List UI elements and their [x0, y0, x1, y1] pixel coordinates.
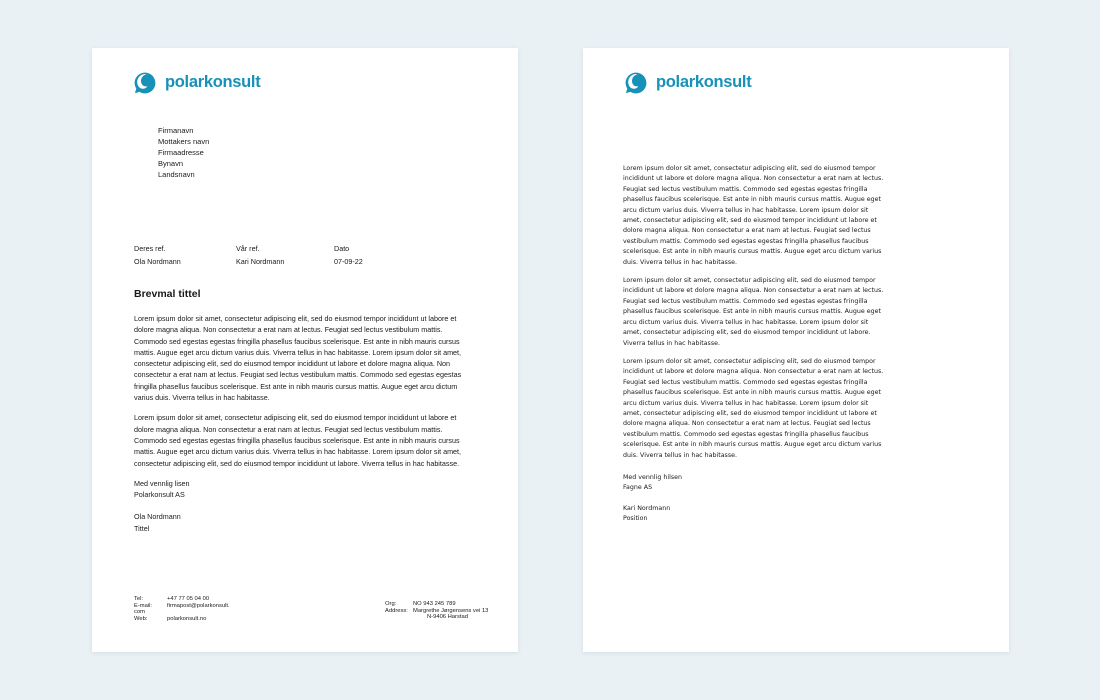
your-ref-label: Deres ref.	[134, 244, 166, 253]
signer-title: Tittel	[134, 523, 150, 533]
address-label: Address:	[385, 607, 408, 614]
brand-logo	[623, 70, 751, 96]
footer-web-row	[134, 616, 230, 623]
email-value-wrapped: com	[134, 609, 145, 616]
body-paragraph: Lorem ipsum dolor sit amet, consectetur adipiscing elit, sed do eiusmod tempor incididunt ut labore et dolore magna aliqua. Non consectetur a erat nam at lectus. Feugiat sed lectus vestibulum mattis. Commodo sed egestas egestas fringilla phasellus faucibus scelerisque. Est ante in nibh mauris cursus mattis. Augue eget arcu dictum varius duis. Viverra tellus in hac habitasse. Lorem ipsum dolor sit amet, consectetur adipiscing elit, sed do eiusmod tempor incididunt ut labore. Viverra tellus in hac habitasse.	[134, 413, 462, 468]
body-paragraph: Lorem ipsum dolor sit amet, consectetur adipiscing elit, sed do eiusmod tempor incididunt ut labore et dolore magna aliqua. Non consectetur a erat nam at lectus. Feugiat sed lectus vestibulum mattis. Commodo sed egestas egestas fringilla phasellus faucibus scelerisque. Est ante in nibh mauris cursus mattis. Augue eget arcu dictum varius duis. Viverra tellus in hac habitasse. Lorem ipsum dolor sit amet, consectetur adipiscing elit, sed do eiusmod tempor incididunt ut labore et dolore magna aliqua. Non consectetur a erat nam at lectus. Feugiat sed lectus vestibulum mattis. Commodo sed egestas egestas fringilla phasellus faucibus scelerisque. Est ante in nibh mauris cursus mattis. Augue eget arcu dictum varius duis. Viverra tellus in hac habitasse.	[623, 165, 884, 266]
your-ref-field	[134, 244, 181, 266]
body-paragraph: Lorem ipsum dolor sit amet, consectetur adipiscing elit, sed do eiusmod tempor incididunt ut labore et dolore magna aliqua. Non consectetur a erat nam at lectus. Feugiat sed lectus vestibulum mattis. Commodo sed egestas egestas fringilla phasellus faucibus scelerisque. Est ante in nibh mauris cursus mattis. Augue eget arcu dictum varius duis. Viverra tellus in hac habitasse. Lorem ipsum dolor sit amet, consectetur adipiscing elit, sed do eiusmod tempor incididunt ut labore et dolore magna aliqua. Non consectetur a erat nam at lectus. Feugiat sed lectus vestibulum mattis. Commodo sed egestas egestas fringilla phasellus faucibus scelerisque. Est ante in nibh mauris cursus mattis. Augue eget arcu dictum varius duis. Viverra tellus in hac habitasse.	[623, 357, 884, 459]
letter-title: Brevmal tittel	[134, 288, 201, 300]
letter-body	[134, 288, 462, 534]
letter-page-2	[583, 48, 1009, 652]
recipient-city: Bynavn	[158, 159, 184, 168]
email-label: E-mail:	[134, 602, 153, 609]
footer-org-block	[385, 601, 488, 621]
body-paragraph: Lorem ipsum dolor sit amet, consectetur adipiscing elit, sed do eiusmod tempor incididunt ut labore et dolore magna aliqua. Non consectetur a erat nam at lectus. Feugiat sed lectus vestibulum mattis. Commodo sed egestas egestas fringilla phasellus faucibus scelerisque. Est ante in nibh mauris cursus mattis. Augue eget arcu dictum varius duis. Viverra tellus in hac habitasse. Lorem ipsum dolor sit amet, consectetur adipiscing elit, sed do eiusmod tempor incididunt ut labore. Viverra tellus in hac habitasse.	[623, 277, 884, 347]
org-label: Org:	[385, 601, 397, 607]
email-value: firmapost@polarkonsult.	[167, 602, 230, 609]
tel-value: +47 77 05 04 00	[167, 596, 210, 602]
closing-block	[134, 478, 462, 501]
closing-phrase: Med vennlig lisen	[134, 478, 190, 488]
our-ref-value: Kari Nordmann	[236, 256, 285, 266]
body-paragraph: Lorem ipsum dolor sit amet, consectetur adipiscing elit, sed do eiusmod tempor incididunt ut labore et dolore magna aliqua. Non consectetur a erat nam at lectus. Feugiat sed lectus vestibulum mattis. Commodo sed egestas egestas fringilla phasellus faucibus scelerisque. Est ante in nibh mauris cursus mattis. Augue eget arcu dictum varius duis. Viverra tellus in hac habitasse. Lorem ipsum dolor sit amet, consectetur adipiscing elit, sed do eiusmod tempor incididunt ut labore et dolore magna aliqua. Non consectetur a erat nam at lectus. Feugiat sed lectus vestibulum mattis. Commodo sed egestas egestas fringilla phasellus faucibus scelerisque. Est ante in nibh mauris cursus mattis. Augue eget arcu dictum varius duis. Viverra tellus in hac habitasse.	[134, 314, 462, 403]
closing-phrase: Med vennlig hilsen	[623, 473, 683, 481]
org-value: NO 943 245 789	[413, 601, 456, 607]
polarkonsult-logo-icon	[623, 70, 649, 96]
footer-email-row	[134, 603, 230, 610]
footer-org-row	[385, 601, 488, 608]
letter-body-page2	[623, 164, 886, 525]
recipient-address-block	[158, 125, 209, 180]
closing-company: Polarkonsult AS	[134, 490, 185, 500]
signature-block	[623, 504, 886, 525]
date-value: 07-09-22	[334, 256, 363, 266]
recipient-name: Mottakers navn	[158, 137, 210, 146]
footer-email-wrap-row	[134, 609, 230, 616]
recipient-country: Landsnavn	[158, 170, 195, 179]
footer-contact-block	[134, 596, 230, 622]
polarkonsult-logo-icon	[132, 70, 158, 96]
brand-logo	[132, 70, 260, 96]
footer-address-row	[385, 608, 488, 615]
recipient-street: Firmaadresse	[158, 148, 204, 157]
brand-wordmark: polarkonsult	[165, 72, 261, 91]
footer-tel-row	[134, 596, 230, 603]
date-field	[334, 244, 363, 266]
brand-wordmark: polarkonsult	[656, 72, 752, 91]
signature-block	[134, 511, 462, 534]
tel-label: Tel:	[134, 596, 144, 602]
closing-block	[623, 473, 886, 494]
web-label: Web:	[134, 615, 148, 622]
signer-name: Kari Nordmann	[623, 504, 671, 512]
our-ref-field	[236, 244, 284, 266]
address-line1: Margrethe Jørgensens vei 13	[413, 607, 489, 614]
recipient-company: Firmanavn	[158, 126, 194, 135]
signer-name: Ola Nordmann	[134, 512, 181, 522]
letter-page-1	[92, 48, 518, 652]
our-ref-label: Vår ref.	[236, 244, 260, 253]
closing-company: Fagne AS	[623, 484, 653, 492]
signer-title: Position	[623, 515, 648, 523]
address-line2: N-9406 Harstad	[427, 614, 468, 621]
footer-address-row2	[385, 614, 488, 621]
web-value: polarkonsult.no	[167, 615, 207, 622]
your-ref-value: Ola Nordmann	[134, 256, 181, 266]
date-label: Dato	[334, 244, 350, 253]
